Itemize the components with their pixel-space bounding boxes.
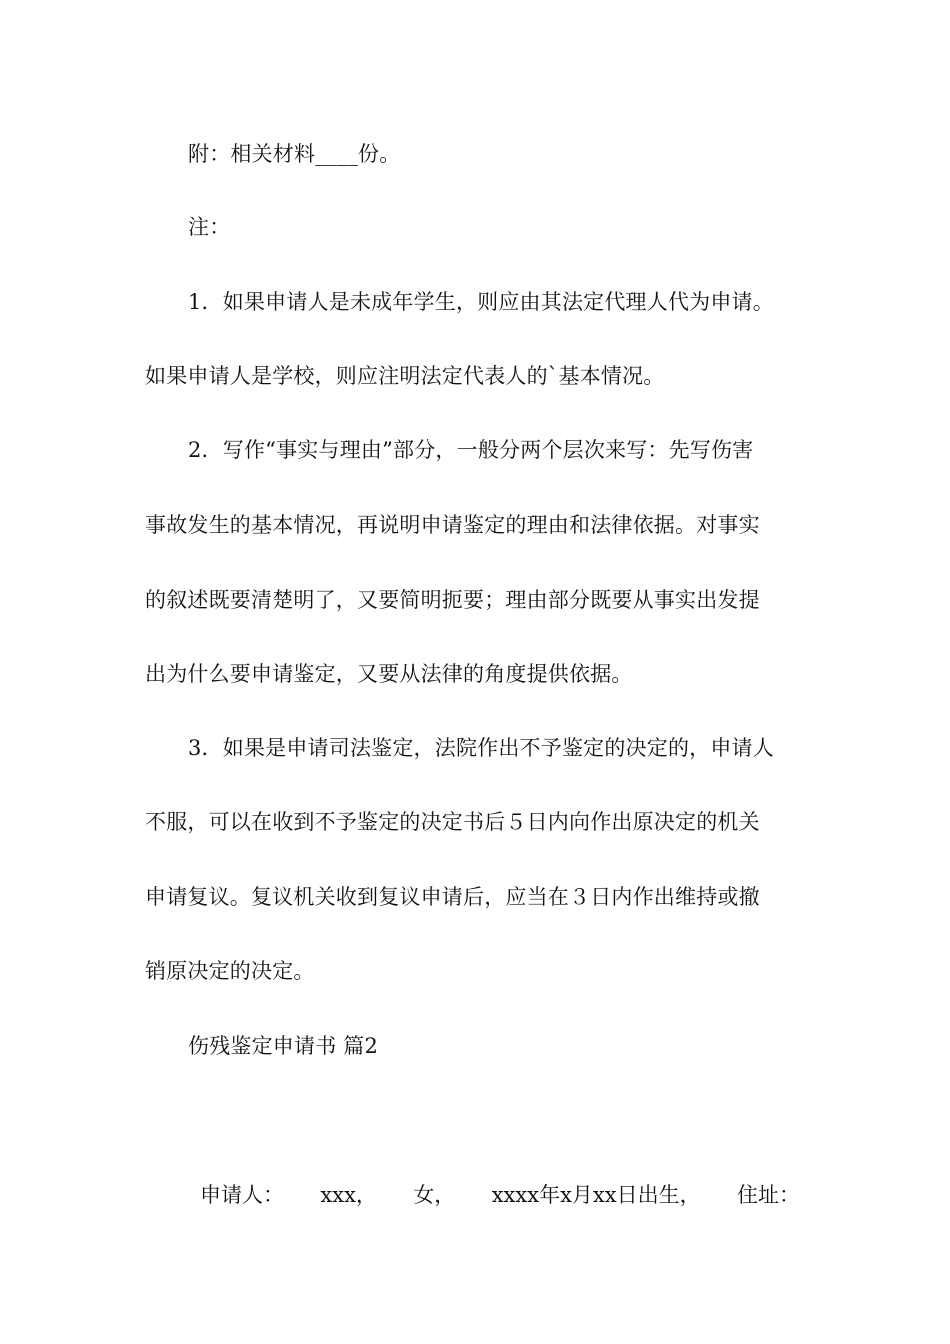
applicant-gender: 女，	[413, 1183, 456, 1207]
applicant-name: xxx，	[320, 1183, 377, 1207]
note-2-line-4: 出为什么要申请鉴定，又要从法律的角度提供依据。	[145, 662, 633, 686]
note-3-line-3: 申请复议。复议机关收到复议申请后，应当在３日内作出维持或撤	[145, 885, 760, 909]
note-3-line-4: 销原决定的决定。	[145, 959, 315, 983]
note-3-line-2: 不服，可以在收到不予鉴定的决定书后５日内向作出原决定的机关	[145, 810, 760, 834]
applicant-label: 申请人：	[200, 1183, 284, 1207]
note-1-line-1: 1．如果申请人是未成年学生，则应由其法定代理人代为申请。	[188, 290, 774, 314]
applicant-line	[200, 1180, 800, 1210]
note-3-line-1: 3．如果是申请司法鉴定，法院作出不予鉴定的决定的，申请人	[188, 736, 774, 760]
note-2-line-2: 事故发生的基本情况，再说明申请鉴定的理由和法律依据。对事实	[145, 513, 760, 537]
note-2-line-3: 的叙述既要清楚明了，又要简明扼要；理由部分既要从事实出发提	[145, 588, 760, 612]
attachment-line: 附：相关材料____份。	[188, 142, 401, 166]
applicant-birth: xxxx年x月xx日出生，	[491, 1183, 701, 1207]
note-1-line-2: 如果申请人是学校，则应注明法定代表人的`基本情况。	[145, 364, 665, 388]
applicant-address-label: 住址：	[737, 1183, 800, 1207]
note-2-line-1: 2．写作“事实与理由”部分，一般分两个层次来写：先写伤害	[188, 438, 754, 462]
section-title: 伤残鉴定申请书 篇2	[188, 1034, 379, 1058]
note-heading: 注：	[188, 215, 231, 239]
